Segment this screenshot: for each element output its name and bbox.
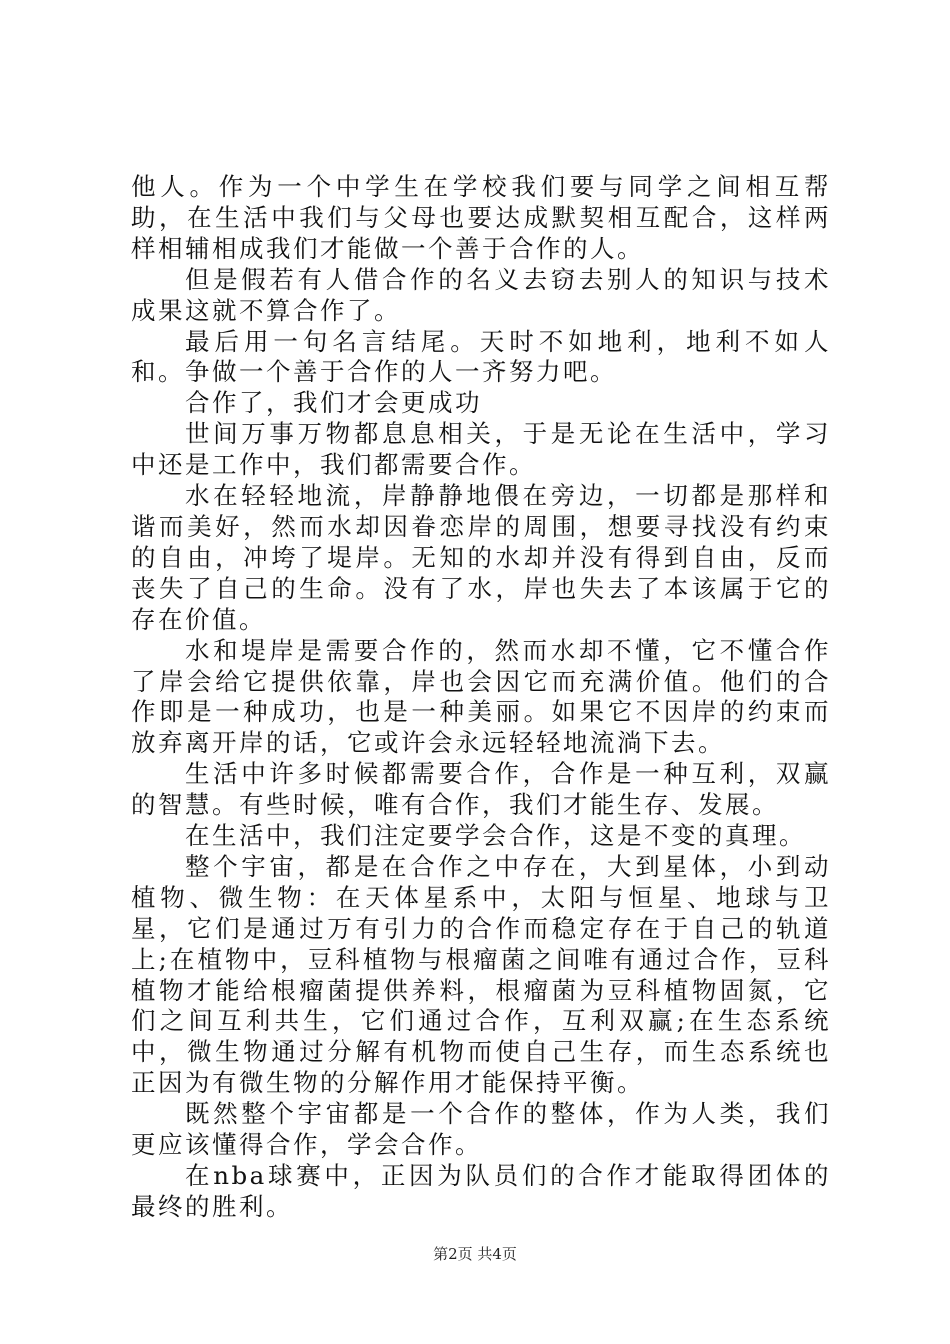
paragraph: 水和堤岸是需要合作的，然而水却不懂，它不懂合作了岸会给它提供依靠，岸也会因它而充满价值。他们的合作即是一种成功，也是一种美丽。如果它不因岸的约束而放弃离开岸的话，它或许会永远轻轻地流淌下去。 — [131, 635, 831, 758]
paragraph-continued: 他人。作为一个中学生在学校我们要与同学之间相互帮助，在生活中我们与父母也要达成默契相互配合，这样两样相辅相成我们才能做一个善于合作的人。 — [131, 172, 831, 263]
paragraph: 生活中许多时候都需要合作，合作是一种互利，双赢的智慧。有些时候，唯有合作，我们才能生存、发展。 — [131, 759, 831, 820]
paragraph: 既然整个宇宙都是一个合作的整体，作为人类，我们更应该懂得合作，学会合作。 — [131, 1099, 831, 1160]
paragraph: 在nba球赛中，正因为队员们的合作才能取得团体的最终的胜利。 — [131, 1161, 831, 1221]
paragraph: 水在轻轻地流，岸静静地偎在旁边，一切都是那样和谐而美好，然而水却因眷恋岸的周围，想要寻找没有约束的自由，冲垮了堤岸。无知的水却并没有得到自由，反而丧失了自己的生命。没有了水，岸也失去了本该属于它的存在价值。 — [131, 481, 831, 634]
article-body — [131, 172, 831, 1223]
paragraph: 但是假若有人借合作的名义去窃去别人的知识与技术成果这就不算合作了。 — [131, 264, 831, 325]
paragraph: 整个宇宙，都是在合作之中存在，大到星体，小到动植物、微生物：在天体星系中，太阳与恒星、地球与卫星，它们是通过万有引力的合作而稳定存在于自己的轨道上;在植物中，豆科植物与根瘤菌之间唯有通过合作，豆科植物才能给根瘤菌提供养料，根瘤菌为豆科植物固氮，它们之间互利共生，它们通过合作，互利双赢;在生态系统中，微生物通过分解有机物而使自己生存，而生态系统也正因为有微生物的分解作用才能保持平衡。 — [131, 851, 831, 1098]
paragraph: 在生活中，我们注定要学会合作，这是不变的真理。 — [185, 821, 806, 851]
section-heading: 合作了，我们才会更成功 — [185, 388, 482, 418]
paragraph: 世间万事万物都息息相关，于是无论在生活中，学习中还是工作中，我们都需要合作。 — [131, 419, 831, 480]
page-footer: 第2页 共4页 — [433, 1245, 517, 1263]
paragraph: 最后用一句名言结尾。天时不如地利，地利不如人和。争做一个善于合作的人一齐努力吧。 — [131, 326, 831, 387]
